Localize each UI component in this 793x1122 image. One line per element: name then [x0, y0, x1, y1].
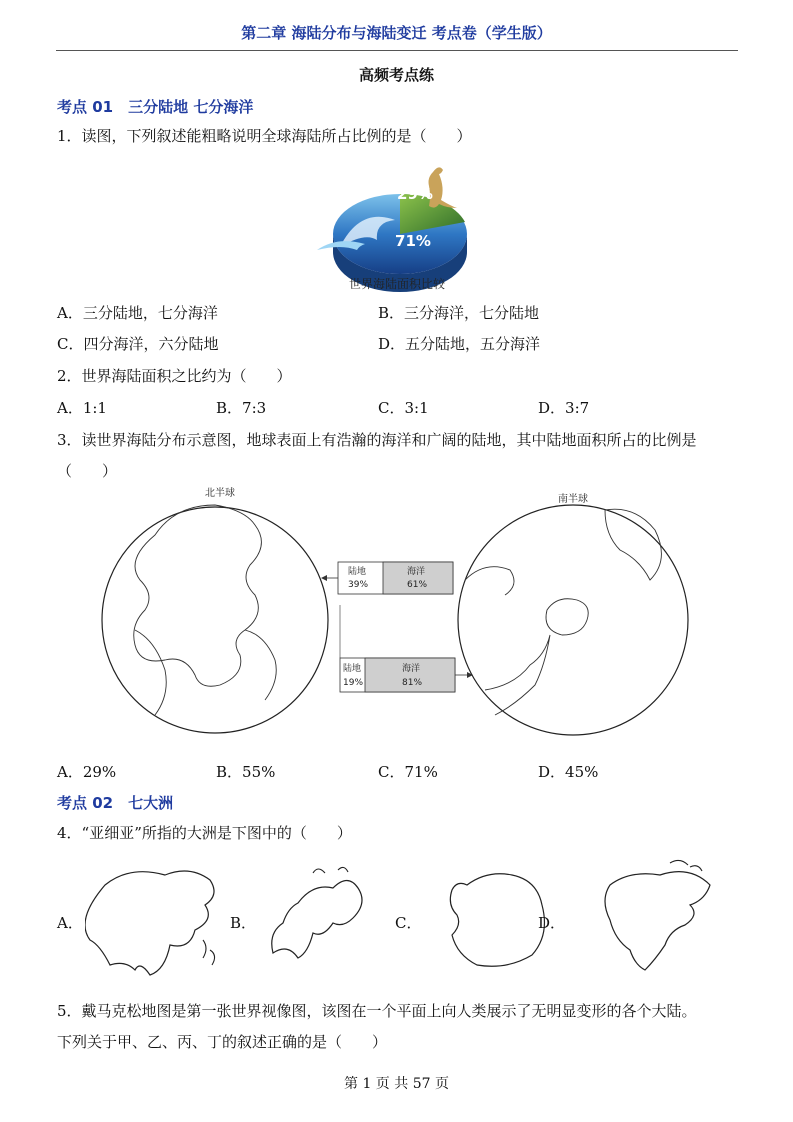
- q2-option-c[interactable]: C．3:1: [378, 399, 429, 417]
- q1-option-d[interactable]: D．五分陆地，五分海洋: [378, 335, 541, 353]
- q3-option-a[interactable]: A．29%: [57, 763, 117, 781]
- land-percent-label: 29%: [397, 185, 433, 203]
- key-point-02-title: 考点 02 七大洲: [57, 794, 174, 812]
- q2-option-d[interactable]: D．3:7: [538, 399, 590, 417]
- q1-option-a[interactable]: A．三分陆地，七分海洋: [57, 304, 218, 322]
- q4-option-d[interactable]: D．: [538, 914, 566, 932]
- page-footer: 第 1 页 共 57 页: [344, 1076, 449, 1092]
- europe-outline-figure[interactable]: [268, 858, 373, 973]
- south-ocean-label: 海洋: [402, 664, 421, 674]
- asia-islands: [203, 940, 215, 965]
- ocean-percent-label: 71%: [395, 232, 431, 250]
- north-land-label: 陆地: [348, 567, 367, 577]
- pie-caption: 世界海陆面积比较: [348, 277, 446, 291]
- q4-option-a[interactable]: A．: [57, 914, 83, 932]
- question-3-stem-line1: 3．读世界海陆分布示意图，地球表面上有浩瀚的海洋和广阔的陆地，其中陆地面积所占的比例是: [57, 431, 697, 449]
- hemispheres-figure: [95, 480, 700, 755]
- header-divider: [56, 50, 738, 51]
- q4-option-b[interactable]: B．: [230, 914, 257, 932]
- question-5-stem-line2: 下列关于甲、乙、丙、丁的叙述正确的是（ ）: [57, 1033, 388, 1051]
- q3-option-d[interactable]: D．45%: [538, 763, 599, 781]
- q3-option-c[interactable]: C．71%: [378, 763, 438, 781]
- asia-outline-figure[interactable]: [85, 855, 230, 980]
- north-hemisphere-globe: [102, 507, 328, 733]
- question-1-stem: 1．读图，下列叙述能粗略说明全球海陆所占比例的是（ ）: [57, 127, 472, 145]
- q1-option-c[interactable]: C．四分海洋，六分陆地: [57, 335, 219, 353]
- north-hemisphere-label: 北半球: [205, 488, 235, 499]
- north-coastline-2: [245, 630, 276, 700]
- south-hemisphere-label: 南半球: [558, 494, 588, 505]
- q4-option-c[interactable]: C．: [395, 914, 422, 932]
- south-landmass-australia: [465, 567, 514, 595]
- antarctica-shape: [450, 874, 544, 967]
- south-ocean-pct: 81%: [402, 678, 423, 688]
- north-land-pct: 39%: [348, 580, 369, 590]
- north-coastline-1: [135, 630, 166, 715]
- south-hemisphere-globe: [458, 505, 688, 735]
- document-header-title: 第二章 海陆分布与海陆变迁 考点卷（学生版）: [241, 24, 552, 42]
- north-america-shape: [605, 872, 710, 970]
- north-box-arrowhead: [321, 575, 327, 581]
- q2-option-a[interactable]: A．1:1: [57, 399, 107, 417]
- north-landmass-outline: [134, 505, 262, 686]
- q2-option-b[interactable]: B．7:3: [216, 399, 267, 417]
- q1-option-b[interactable]: B．三分海洋，七分陆地: [378, 304, 540, 322]
- question-4-stem: 4．“亚细亚”所指的大洲是下图中的（ ）: [57, 824, 352, 842]
- north-america-islands: [670, 860, 702, 871]
- europe-shape: [272, 881, 362, 959]
- section-title: 高频考点练: [358, 66, 434, 84]
- land-ocean-pie-figure: [315, 152, 485, 297]
- north-america-outline-figure[interactable]: [600, 855, 720, 975]
- north-ocean-label: 海洋: [407, 567, 426, 577]
- q3-option-b[interactable]: B．55%: [216, 763, 276, 781]
- south-landmass-south-america: [485, 635, 550, 715]
- question-5-stem-line1: 5．戴马克松地图是第一张世界视像图，该图在一个平面上向人类展示了无明显变形的各个大陆。: [57, 1002, 697, 1020]
- question-2-stem: 2．世界海陆面积之比约为（ ）: [57, 367, 292, 385]
- key-point-01-title: 考点 01 三分陆地 七分海洋: [57, 98, 254, 116]
- north-ocean-pct: 61%: [407, 580, 428, 590]
- south-landmass-africa: [605, 509, 661, 580]
- south-land-label: 陆地: [343, 664, 362, 674]
- question-3-stem-line2: （ ）: [57, 462, 118, 480]
- antarctica-outline: [546, 599, 588, 635]
- europe-islands: [313, 867, 348, 873]
- asia-shape: [85, 871, 214, 975]
- south-land-pct: 19%: [343, 678, 364, 688]
